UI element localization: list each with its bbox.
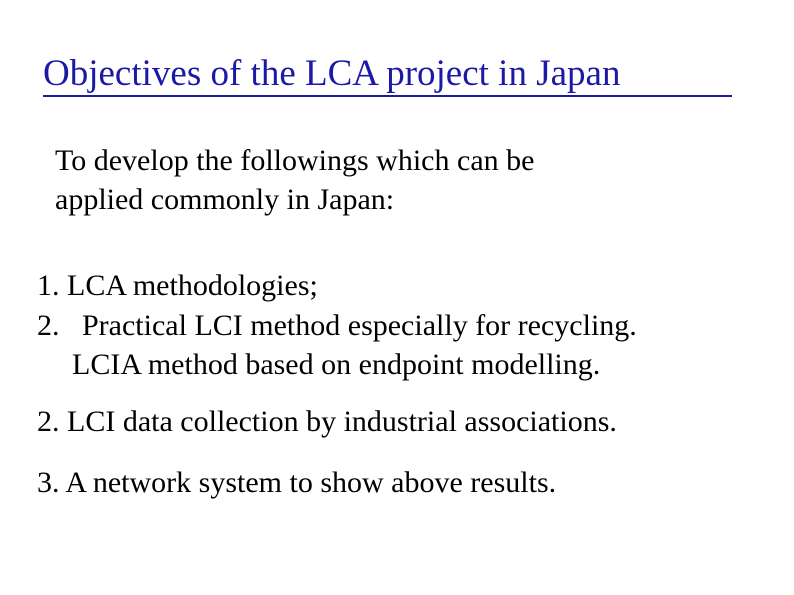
title-underline (43, 95, 732, 97)
intro-line-1: To develop the followings which can be (55, 144, 535, 177)
slide-title: Objectives of the LCA project in Japan (43, 53, 621, 94)
intro-text (55, 141, 534, 219)
list-item-network-system: 3. A network system to show above results. (37, 466, 557, 499)
list-item-methodologies: 1. LCA methodologies; (37, 269, 318, 302)
intro-line-2: applied commonly in Japan: (55, 183, 395, 216)
list-item-lcia-method: LCIA method based on endpoint modelling. (72, 348, 601, 381)
list-item-lci-data: 2. LCI data collection by industrial associations. (37, 405, 617, 438)
list-item-lci-method: 2. Practical LCI method especially for recycling. (37, 309, 637, 342)
